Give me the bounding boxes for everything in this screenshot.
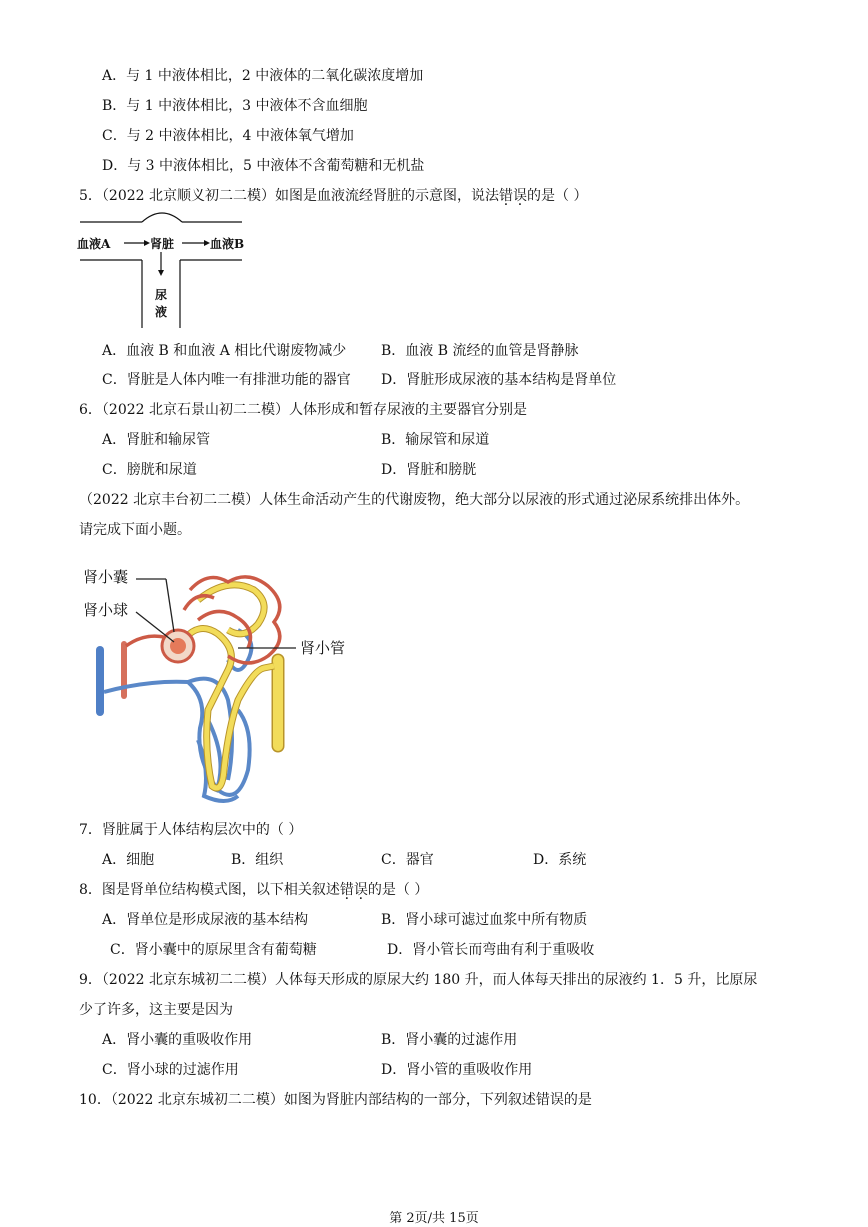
q4-option-d: D．与 3 中液体相比，5 中液体不含葡萄糖和无机盐: [102, 158, 425, 174]
q4-option-b: B．与 1 中液体相比，3 中液体不含血细胞: [102, 98, 368, 114]
q8-stem-post: 的是（ ）: [367, 882, 429, 898]
diagram-blood-b-label: 血液B: [210, 237, 245, 251]
q5-stem-post: 的是（ ）: [527, 188, 588, 204]
q7-stem: 7．肾脏属于人体结构层次中的（ ）: [79, 822, 303, 838]
q8-stem-pre: 8．图是肾单位结构模式图，以下相关叙述: [79, 882, 340, 898]
label-glomerulus: 肾小球: [83, 601, 129, 619]
q9-stem-line-2: 少了许多，这主要是因为: [79, 1002, 233, 1018]
diagram-urine-label-1: 尿: [155, 288, 168, 302]
q6-option-b: B．输尿管和尿道: [381, 432, 490, 448]
q5-stem: [79, 186, 587, 206]
q9-option-d: D．肾小管的重吸收作用: [381, 1062, 533, 1078]
q5-stem-pre: 5．（2022 北京顺义初二二模）如图是血液流经肾脏的示意图，说法: [79, 188, 499, 204]
label-bowmans-capsule: 肾小囊: [83, 568, 129, 586]
q5-option-b: B．血液 B 流经的血管是肾静脉: [381, 343, 579, 359]
q4-option-a: A．与 1 中液体相比，2 中液体的二氧化碳浓度增加: [102, 68, 424, 84]
q9-stem-line-1: 9．（2022 北京东城初二二模）人体每天形成的原尿大约 180 升，而人体每天排出的尿液约 1．5 升，比原尿: [79, 972, 758, 988]
q7-option-a: A．细胞: [102, 852, 155, 868]
q8-option-a: A．肾单位是形成尿液的基本结构: [102, 912, 309, 928]
label-renal-tubule: 肾小管: [300, 639, 346, 657]
q4-option-c: C．与 2 中液体相比，4 中液体氧气增加: [102, 128, 354, 144]
q6-option-c: C．膀胱和尿道: [102, 462, 197, 478]
q8-stem: [79, 880, 428, 900]
q6-stem: 6．（2022 北京石景山初二二模）人体形成和暂存尿液的主要器官分别是: [79, 402, 527, 418]
q9-option-a: A．肾小囊的重吸收作用: [102, 1032, 253, 1048]
diagram-kidney-label: 肾脏: [150, 237, 175, 251]
q5-option-a: A．血液 B 和血液 A 相比代谢废物减少: [102, 343, 347, 359]
q6-option-a: A．肾脏和输尿管: [102, 432, 211, 448]
q5-option-c: C．肾脏是人体内唯一有排泄功能的器官: [102, 372, 351, 388]
page-footer: 第 2页/共 15页: [389, 1211, 479, 1226]
q10-stem: 10．（2022 北京东城初二二模）如图为肾脏内部结构的一部分，下列叙述错误的是: [79, 1092, 592, 1108]
q5-emphasis-2: 误: [513, 188, 527, 204]
q7-option-d: D．系统: [533, 852, 587, 868]
q6-option-d: D．肾脏和膀胱: [381, 462, 477, 478]
intro-line-1: （2022 北京丰台初二二模）人体生命活动产生的代谢废物，绝大部分以尿液的形式通过泌尿系统排出体外。: [79, 492, 750, 508]
q5-option-d: D．肾脏形成尿液的基本结构是肾单位: [381, 372, 617, 388]
diagram-blood-a-label: 血液A: [77, 237, 111, 251]
q7-option-b: B．组织: [231, 852, 284, 868]
q8-emphasis-1: 错: [339, 882, 354, 898]
q8-option-c: C．肾小囊中的原尿里含有葡萄糖: [110, 942, 317, 958]
q7-option-c: C．器官: [381, 852, 434, 868]
q8-option-b: B．肾小球可滤过血浆中所有物质: [381, 912, 588, 928]
q8-emphasis-2: 误: [353, 882, 368, 898]
q9-option-b: B．肾小囊的过滤作用: [381, 1032, 518, 1048]
q5-emphasis-1: 错: [499, 188, 513, 204]
diagram-urine-label-2: 液: [155, 305, 168, 319]
q9-option-c: C．肾小球的过滤作用: [102, 1062, 239, 1078]
intro-line-2: 请完成下面小题。: [79, 522, 191, 538]
nephron-illustration: [78, 560, 378, 810]
q8-option-d: D．肾小管长而弯曲有利于重吸收: [387, 942, 595, 958]
